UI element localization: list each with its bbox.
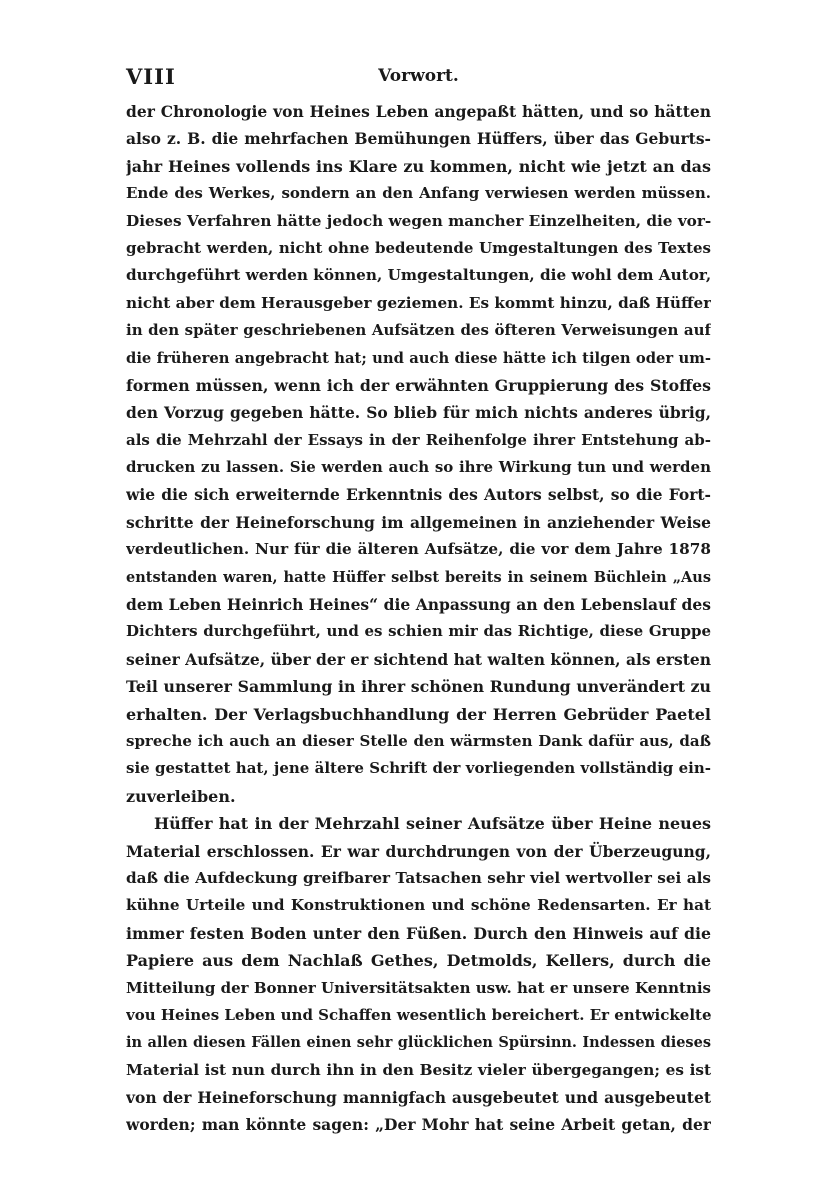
- text-line: drucken zu lassen. Sie werden auch so ihre Wirkung tun und werden: [126, 458, 711, 477]
- text-line: die früheren angebracht hat; und auch diese hätte ich tilgen oder um-: [126, 349, 711, 367]
- text-line: von der Heineforschung mannigfach ausgebeutet und ausgebeutet: [126, 1088, 711, 1108]
- text-line: spreche ich auch an dieser Stelle den wärmsten Dank dafür aus, daß: [126, 731, 711, 750]
- text-line: formen müssen, wenn ich der erwähnten Gruppierung des Stoffes: [126, 375, 711, 395]
- text-line: Mitteilung der Bonner Universitätsakten usw. hat er unsere Kenntnis: [126, 978, 711, 997]
- text-line: Hüffer hat in der Mehrzahl seiner Aufsätze über Heine neues: [154, 814, 711, 834]
- text-line: immer festen Boden unter den Füßen. Durch den Hinweis auf die: [126, 923, 711, 943]
- body-text: [126, 98, 711, 1139]
- text-line: zuverleiben.: [126, 786, 236, 806]
- text-line: dem Leben Heinrich Heines“ die Anpassung an den Lebenslauf des: [126, 595, 711, 615]
- text-line: Papiere aus dem Nachlaß Gethes, Detmolds, Kellers, durch die: [126, 951, 711, 971]
- text-line: worden; man könnte sagen: „Der Mohr hat seine Arbeit getan, der: [126, 1115, 711, 1135]
- text-line: der Chronologie von Heines Leben angepaßt hätten, und so hätten: [126, 102, 711, 121]
- text-line: erhalten. Der Verlagsbuchhandlung der Herren Gebrüder Paetel: [126, 704, 711, 724]
- text-line: schritte der Heineforschung im allgemeinen in anziehender Weise: [126, 512, 711, 532]
- text-line: daß die Aufdeckung greifbarer Tatsachen sehr viel wertvoller sei als: [126, 868, 711, 887]
- page-number: VIII: [126, 64, 176, 89]
- text-line: kühne Urteile und Konstruktionen und schöne Redensarten. Er hat: [126, 896, 711, 915]
- text-line: Teil unserer Sammlung in ihrer schönen Rundung unverändert zu: [126, 677, 711, 697]
- page-header: [126, 64, 711, 94]
- running-title: Vorwort.: [378, 66, 459, 86]
- text-line: also z. B. die mehrfachen Bemühungen Hüffers, über das Geburts-: [126, 129, 711, 149]
- text-line: in den später geschriebenen Aufsätzen des öfteren Verweisungen auf: [126, 321, 711, 340]
- text-line: wie die sich erweiternde Erkenntnis des Autors selbst, so die Fort-: [126, 485, 711, 505]
- text-line: entstanden waren, hatte Hüffer selbst bereits in seinem Büchlein „Aus: [126, 568, 711, 586]
- text-line: in allen diesen Fällen einen sehr glücklichen Spürsinn. Indessen dieses: [126, 1034, 711, 1052]
- text-line: seiner Aufsätze, über der er sichtend hat walten können, als ersten: [126, 649, 711, 669]
- text-line: verdeutlichen. Nur für die älteren Aufsätze, die vor dem Jahre 1878: [126, 540, 711, 559]
- text-line: Material ist nun durch ihn in den Besitz vieler übergegangen; es ist: [126, 1060, 711, 1079]
- text-line: als die Mehrzahl der Essays in der Reihenfolge ihrer Entstehung ab-: [126, 430, 711, 449]
- text-line: Dichters durchgeführt, und es schien mir das Richtige, diese Gruppe: [126, 622, 711, 641]
- text-line: sie gestattet hat, jene ältere Schrift der vorliegenden vollständig ein-: [126, 759, 711, 778]
- paragraph: [126, 98, 711, 810]
- text-line: Dieses Verfahren hätte jedoch wegen mancher Einzelheiten, die vor-: [126, 211, 711, 230]
- text-line: durchgeführt werden können, Umgestaltungen, die wohl dem Autor,: [126, 266, 711, 285]
- text-line: den Vorzug gegeben hätte. So blieb für mich nichts anderes übrig,: [126, 403, 711, 423]
- text-line: nicht aber dem Herausgeber geziemen. Es kommt hinzu, daß Hüffer: [126, 293, 711, 312]
- text-line: jahr Heines vollends ins Klare zu kommen, nicht wie jetzt an das: [126, 156, 711, 176]
- paragraph: [126, 810, 711, 1139]
- text-line: gebracht werden, nicht ohne bedeutende Umgestaltungen des Textes: [126, 238, 711, 257]
- text-line: Material erschlossen. Er war durchdrungen von der Überzeugung,: [126, 841, 711, 861]
- text-line: vou Heines Leben und Schaffen wesentlich bereichert. Er entwickelte: [126, 1005, 711, 1024]
- text-line: Ende des Werkes, sondern an den Anfang verwiesen werden müssen.: [126, 184, 711, 203]
